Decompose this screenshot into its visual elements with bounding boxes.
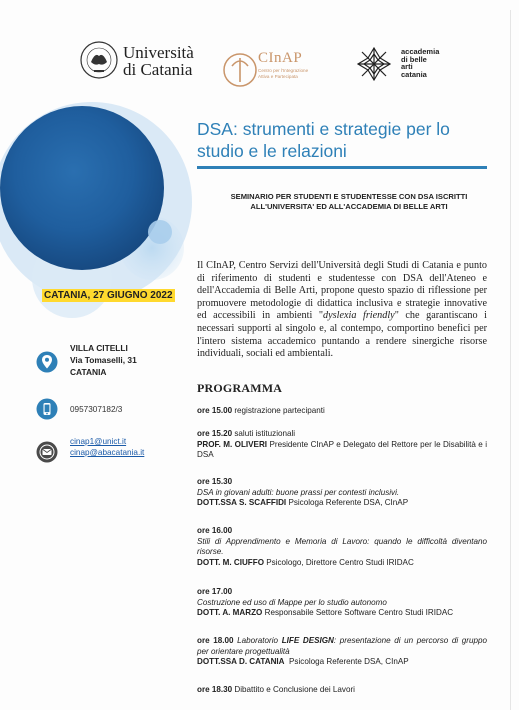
program-talk-title-a: Laboratorio [237,636,279,645]
intro-text-2: " che garantiscano i necessari supporti al singolo e, al contempo, comportino benefici per l'intero sistema accademico puntando a rendere sinergiche risorse individuali, sociali ed ambientali. [197,310,487,360]
program-item-5 [197,587,487,619]
cinap-sub-line1: Centro per l'Integrazione [258,68,309,73]
unict-name [123,44,194,78]
program-talk-title: Stili di Apprendimento e Memoria di Lavoro: quando le difficoltà diventano risorse. [197,536,487,557]
program-item-7 [197,685,487,696]
map-pin-icon [36,351,58,373]
program-text: Dibattito e Conclusione dei Lavori [234,685,355,694]
program-talk-title: DSA in giovani adulti: buone prassi per contesti inclusivi. [197,487,400,497]
page-title [197,118,497,162]
program-speaker: DOTT.SSA S. SCAFFIDI [197,498,287,508]
program-talk-title-c: : presentazione di un percorso di gruppo per orientare progettualità [197,636,487,656]
program-time: ore 17.00 [197,587,233,596]
program-speaker: PROF. M. OLIVERI [197,439,268,449]
program-time: ore 18.00 [197,636,234,645]
accademia-line1: accademia [401,47,440,56]
unict-seal-logo [79,40,119,80]
location-line1: VILLA CITELLI [70,343,128,353]
program-speaker: DOTT. M. CIUFFO [197,557,264,567]
program-item-6 [197,636,487,668]
bg-circle-small [148,220,172,244]
program-item-4 [197,526,487,568]
program-role: Psicologa Referente DSA, CInAP [289,657,409,667]
intro-text-1: Il CInAP, Centro Servizi dell'Università degli Studi di Catania e punto di riferimento di studenti e studentesse con DSA dell'Ateneo e dell'Accademia di Belle Arti, propone questo spazio di riflessione per promuovere metodologie di didattica inclusiva e strategie innovative ed accessibili in ambienti " [197,260,487,322]
program-time: ore 15.20 [197,429,233,438]
program-speaker: DOTT.SSA D. CATANIA [197,657,285,667]
bg-circle-dark [0,106,164,270]
seminar-line1: SEMINARIO PER STUDENTI E STUDENTESSE CON DSA ISCRITTI [230,192,468,201]
program-time: ore 15.30 [197,477,233,486]
accademia-name [401,48,439,78]
program-text: saluti istituzionali [234,429,296,438]
email-list [70,436,144,458]
cinap-sub-line2: Attiva e Partecipata [258,73,298,79]
program-role: Responsabile Settore Software Centro Studi IRIDAC [264,608,454,618]
program-text: registrazione partecipanti [234,406,325,415]
location-line2: Via Tomaselli, 31 [70,355,137,365]
seminar-subtitle [214,192,484,212]
seminar-line2: ALL'UNIVERSITA' ED ALL'ACCADEMIA DI BELLE ARTI [250,202,448,211]
email-link-2[interactable]: cinap@abacatania.it [70,448,145,457]
cinap-logo [222,52,258,88]
event-location [70,342,137,378]
cinap-subtitle [258,68,338,79]
programma-heading: PROGRAMMA [197,381,283,395]
email-link-1[interactable]: cinap1@unict.it [70,437,127,446]
title-underline [197,166,487,169]
program-item-1 [197,406,487,417]
accademia-line4: catania [401,69,427,79]
unict-line1: Università [123,43,194,62]
email-icon [36,441,58,463]
cinap-name: CInAP [258,50,303,66]
title-line2: studio e le relazioni [197,141,347,161]
accademia-line2: di belle [401,54,427,64]
program-role: Presidente CInAP e Delegato del Rettore per le Disabilità e i DSA [197,439,487,460]
intro-italic: dyslexia friendly [323,310,395,322]
program-time: ore 18.30 [197,685,233,694]
program-role: Psicologo, Direttore Centro Studi IRIDAC [266,557,414,567]
program-role: Psicologa Referente DSA, CInAP [288,498,409,508]
phone-icon [36,398,58,420]
program-speaker: DOTT. A. MARZO [197,608,263,618]
program-talk-title: Costruzione ed uso di Mappe per lo studio autonomo [197,597,387,607]
program-time: ore 15.00 [197,406,233,415]
event-date: CATANIA, 27 GIUGNO 2022 [44,290,173,301]
title-line1: DSA: strumenti e strategie per lo [197,119,450,139]
program-time: ore 16.00 [197,526,233,535]
program-talk-title-b: LIFE DESIGN [281,636,334,645]
unict-line2: di Catania [123,60,193,79]
program-item-3 [197,477,487,509]
accademia-logo [356,46,392,82]
right-border-line [510,10,511,710]
accademia-line3: arti [401,62,413,72]
program-item-2 [197,429,487,461]
location-line3: CATANIA [70,367,107,377]
intro-paragraph [197,260,487,361]
phone-number[interactable]: 0957307182/3 [70,405,123,414]
